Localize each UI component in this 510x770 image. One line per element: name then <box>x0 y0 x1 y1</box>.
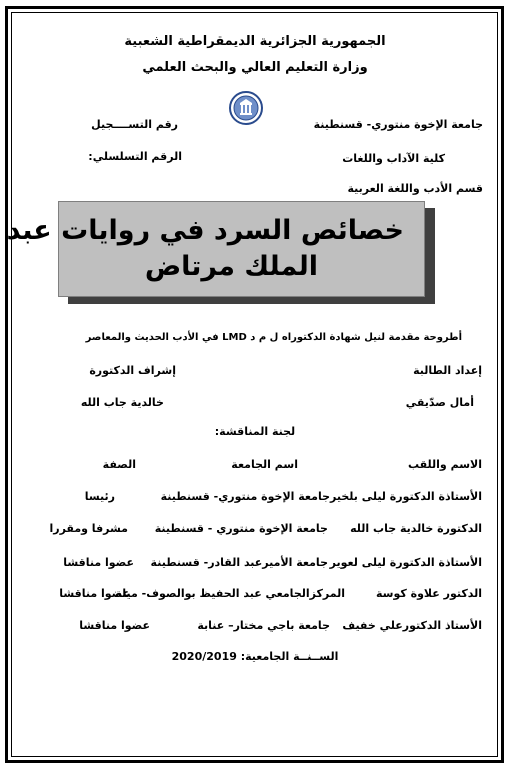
committee-row-5-role: عضوا مناقشا <box>79 619 150 632</box>
university-logo <box>229 91 263 125</box>
prepared-by-label: إعداد الطالبة <box>413 364 482 377</box>
column-header-name: الاسم واللقب <box>407 458 482 471</box>
column-header-role: الصفة <box>102 458 136 471</box>
committee-row-1-role: رئيسا <box>84 490 115 503</box>
thesis-title-box <box>6 201 425 297</box>
committee-row-4-university: المركزالجامعي عبد الحفيظ بوالصوف- ميلة <box>115 587 345 600</box>
committee-row-3-name: الأستاذة الدكتورة ليلى لعوير <box>329 556 482 569</box>
committee-row-5-name: الأستاذ الدكتورعلي خفيف <box>342 619 482 632</box>
committee-row-1-university: جامعة الإخوة منتوري- قسنطينة <box>160 490 330 503</box>
committee-row-5-university: جامعة باجي مختار– عنابة <box>197 619 330 632</box>
committee-row-4-name: الدكتور علاوة كوسة <box>375 587 482 600</box>
committee-row-3-university: جامعة الأميرعبد القادر- قسنطينة <box>150 556 328 569</box>
thesis-title-line-2: الملك مرتاض <box>144 251 318 282</box>
ministry-name: وزارة التعليم العالي والبحث العلمي <box>142 60 368 75</box>
supervisor-name: خالدية جاب الله <box>80 396 164 409</box>
faculty-name: كلية الآداب واللغات <box>342 152 445 165</box>
department-name: قسم الأدب واللغة العربية <box>347 182 483 195</box>
republic-name: الجمهورية الجزائرية الديمقراطية الشعبية <box>124 34 386 49</box>
academic-year: الســنــة الجامعية: 2020/2019 <box>171 650 339 663</box>
university-name: جامعة الإخوة منتوري- قسنطينة <box>313 118 483 131</box>
committee-row-2-university: جامعة الإخوة منتوري - قسنطينة <box>154 522 328 535</box>
committee-row-4-role: عضوا مناقشا <box>59 587 130 600</box>
column-header-university: اسم الجامعة <box>231 458 298 471</box>
committee-row-3-role: عضوا مناقشا <box>63 556 134 569</box>
supervisor-label: إشراف الدكتورة <box>89 364 176 377</box>
registration-number-label: رقم التســــجيل <box>91 118 178 131</box>
thesis-degree-note: أطروحة مقدمة لنيل شهادة الدكتوراه ل م د LMD في الأدب الحديث والمعاصر <box>85 332 462 343</box>
student-name: أمال صدّيقي <box>405 396 474 409</box>
serial-number-label: الرقم التسلسلي: <box>88 150 182 163</box>
committee-heading: لجنة المناقشة: <box>214 425 296 438</box>
thesis-title-line-1: خصائص السرد في روايات عبد <box>6 215 404 246</box>
committee-row-2-name: الدكتورة خالدية جاب الله <box>350 522 482 535</box>
committee-row-1-name: الأستاذة الدكتورة ليلى بلخير <box>329 490 482 503</box>
committee-row-2-role: مشرفا ومقررا <box>49 522 128 535</box>
